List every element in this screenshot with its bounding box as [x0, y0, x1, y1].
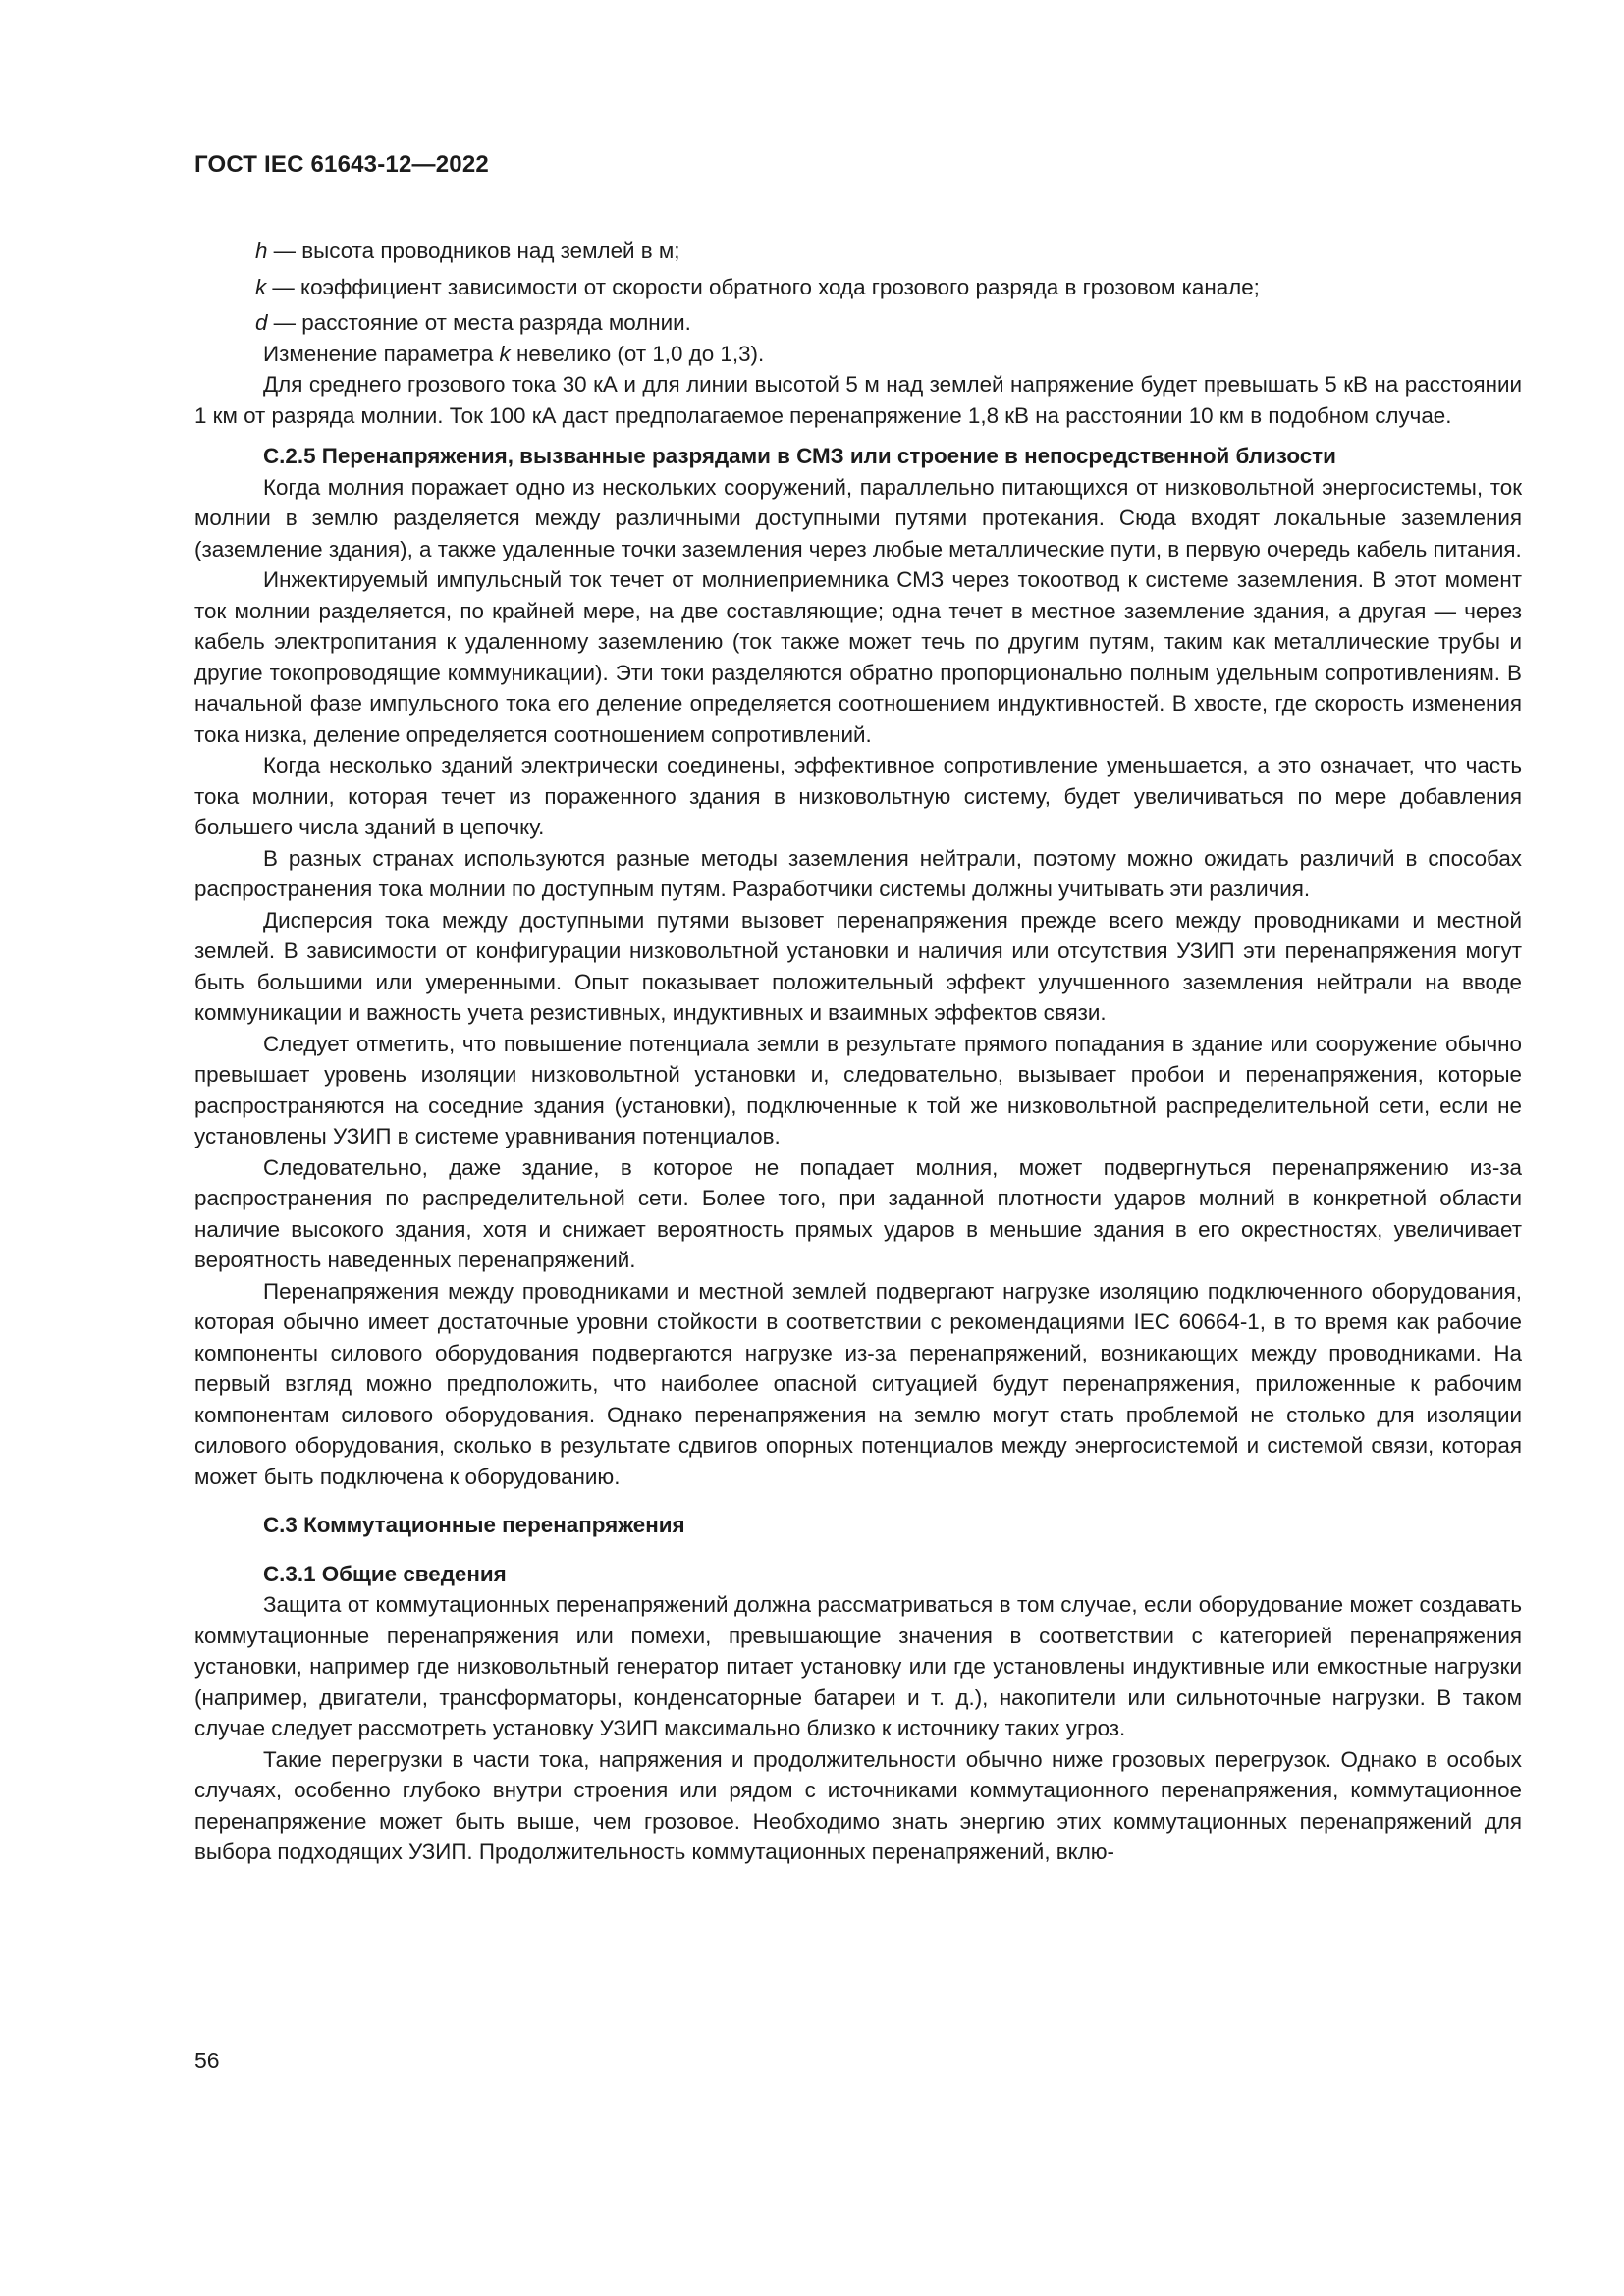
variable-symbol: d	[255, 310, 268, 335]
variable-definition-d	[194, 307, 1522, 339]
variable-text: — расстояние от места разряда молнии.	[267, 310, 691, 335]
text-span: невелико (от 1,0 до 1,3).	[510, 341, 765, 366]
paragraph: Следует отметить, что повышение потенциала земли в результате прямого попадания в здание или сооружение обычно превышает уровень изоляции низковольтной установки и, следовательно, вызывает пробои и перенапряжения, которые распространяются на соседние здания (установки), подключенные к той же низковольтной распределительной сети, если не установлены УЗИП в системе уравнивания потенциалов.	[194, 1031, 1522, 1148]
paragraph: Когда несколько зданий электрически соединены, эффективное сопротивление уменьшается, а это означает, что часть тока молнии, которая течет из пораженного здания в низковольтную систему, будет увеличиваться по мере добавления большего числа зданий в цепочку.	[194, 753, 1522, 839]
section-heading-c3: С.3 Коммутационные перенапряжения	[263, 1513, 685, 1537]
page-number: 56	[194, 2048, 220, 2073]
paragraph: Перенапряжения между проводниками и местной землей подвергают нагрузке изоляцию подключенного оборудования, которая обычно имеет достаточные уровни стойкости в соответствии с рекомендациями IEC 60664-1, в то время как рабочие компоненты силового оборудования подвергаются нагрузке из-за перенапряжений, возникающих между проводниками. На первый взгляд можно предположить, что наиболее опасной ситуацией будут перенапряжения, приложенные к рабочим компонентам силового оборудования. Однако перенапряжения на землю могут стать проблемой не столько для изоляции силового оборудования, сколько в результате сдвигов опорных потенциалов между энергосистемой и системой связи, которая может быть подключена к оборудованию.	[194, 1278, 1522, 1489]
paragraph: Дисперсия тока между доступными путями вызовет перенапряжения прежде всего между проводниками и местной землей. В зависимости от конфигурации низковольтной установки и наличия или отсутствия УЗИП эти перенапряжения могут быть большими или умеренными. Опыт показывает положительный эффект улучшенного заземления нейтрали на вводе коммуникации и важность учета резистивных, индуктивных и взаимных эффектов связи.	[194, 907, 1522, 1025]
paragraph-k-range	[194, 339, 1522, 370]
variable-definition-k	[194, 272, 1522, 303]
variable-text: — коэффициент зависимости от скорости обратного хода грозового разряда в грозовом канале;	[266, 274, 1260, 299]
document-header: ГОСТ IEC 61643-12—2022	[194, 151, 489, 178]
document-body	[194, 236, 1522, 1868]
paragraph: Защита от коммутационных перенапряжений должна рассматриваться в том случае, если оборудование может создавать коммутационные перенапряжения или помехи, превышающие значения в соответствии с категорией перенапряжения установки, например где низковольтный генератор питает установку или где установлены индуктивные или емкостные нагрузки (например, двигатели, трансформаторы, конденсаторные батареи и т. д.), накопители или сильноточные нагрузки. В таком случае следует рассмотреть установку УЗИП максимально близко к источнику таких угроз.	[194, 1592, 1522, 1740]
section-heading-c31: С.3.1 Общие сведения	[263, 1561, 507, 1586]
paragraph: Следовательно, даже здание, в которое не попадает молния, может подвергнуться перенапряжению из-за распространения по распределительной сети. Более того, при заданной плотности ударов молний в конкретной области наличие высокого здания, хотя и снижает вероятность прямых ударов в меньшие здания в его окрестностях, увеличивает вероятность наведенных перенапряжений.	[194, 1154, 1522, 1272]
paragraph: Инжектируемый импульсный ток течет от молниеприемника СМЗ через токоотвод к системе заземления. В этот момент ток молнии разделяется, по крайней мере, на две составляющие; одна течет в местное заземление здания, а другая — через кабель электропитания к удаленному заземлению (ток также может течь по другим путям, таким как металлические трубы и другие токопроводящие коммуникации). Эти токи разделяются обратно пропорционально полным удельным сопротивлениям. В начальной фазе импульсного тока его деление определяется соотношением индуктивностей. В хвосте, где скорость изменения тока низка, деление определяется соотношением сопротивлений.	[194, 567, 1522, 747]
paragraph: Для среднего грозового тока 30 кА и для линии высотой 5 м над землей напряжение будет превышать 5 кВ на расстоянии 1 км от разряда молнии. Ток 100 кА даст предполагаемое перенапряжение 1,8 кВ на расстоянии 10 км в подобном случае.	[194, 372, 1522, 428]
text-span: Изменение параметра	[263, 341, 500, 366]
variable-symbol: h	[255, 239, 268, 263]
paragraph: Когда молния поражает одно из нескольких сооружений, параллельно питающихся от низковольтной энергосистемы, ток молнии в землю разделяется между различными доступными путями протекания. Сюда входят локальные заземления (заземление здания), а также удаленные точки заземления через любые металлические пути, в первую очередь кабель питания.	[194, 474, 1522, 561]
variable-symbol: k	[255, 274, 267, 299]
paragraph: В разных странах используются разные методы заземления нейтрали, поэтому можно ожидать различий в способах распространения тока молнии по доступным путям. Разработчики системы должны учитывать эти различия.	[194, 845, 1522, 901]
variable-definition-h	[194, 236, 1522, 267]
variable-symbol: k	[499, 341, 511, 366]
paragraph: Такие перегрузки в части тока, напряжения и продолжительности обычно ниже грозовых перегрузок. Однако в особых случаях, особенно глубоко внутри строения или рядом с источниками коммутационного перенапряжения, коммутационное перенапряжение может быть выше, чем грозовое. Необходимо знать энергию этих коммутационных перенапряжений для выбора подходящих УЗИП. Продолжительность коммутационных перенапряжений, вклю-	[194, 1746, 1522, 1864]
section-heading-c25: С.2.5 Перенапряжения, вызванные разрядами в СМЗ или строение в непосредственной близости	[263, 444, 1336, 468]
variable-text: — высота проводников над землей в м;	[267, 239, 680, 263]
